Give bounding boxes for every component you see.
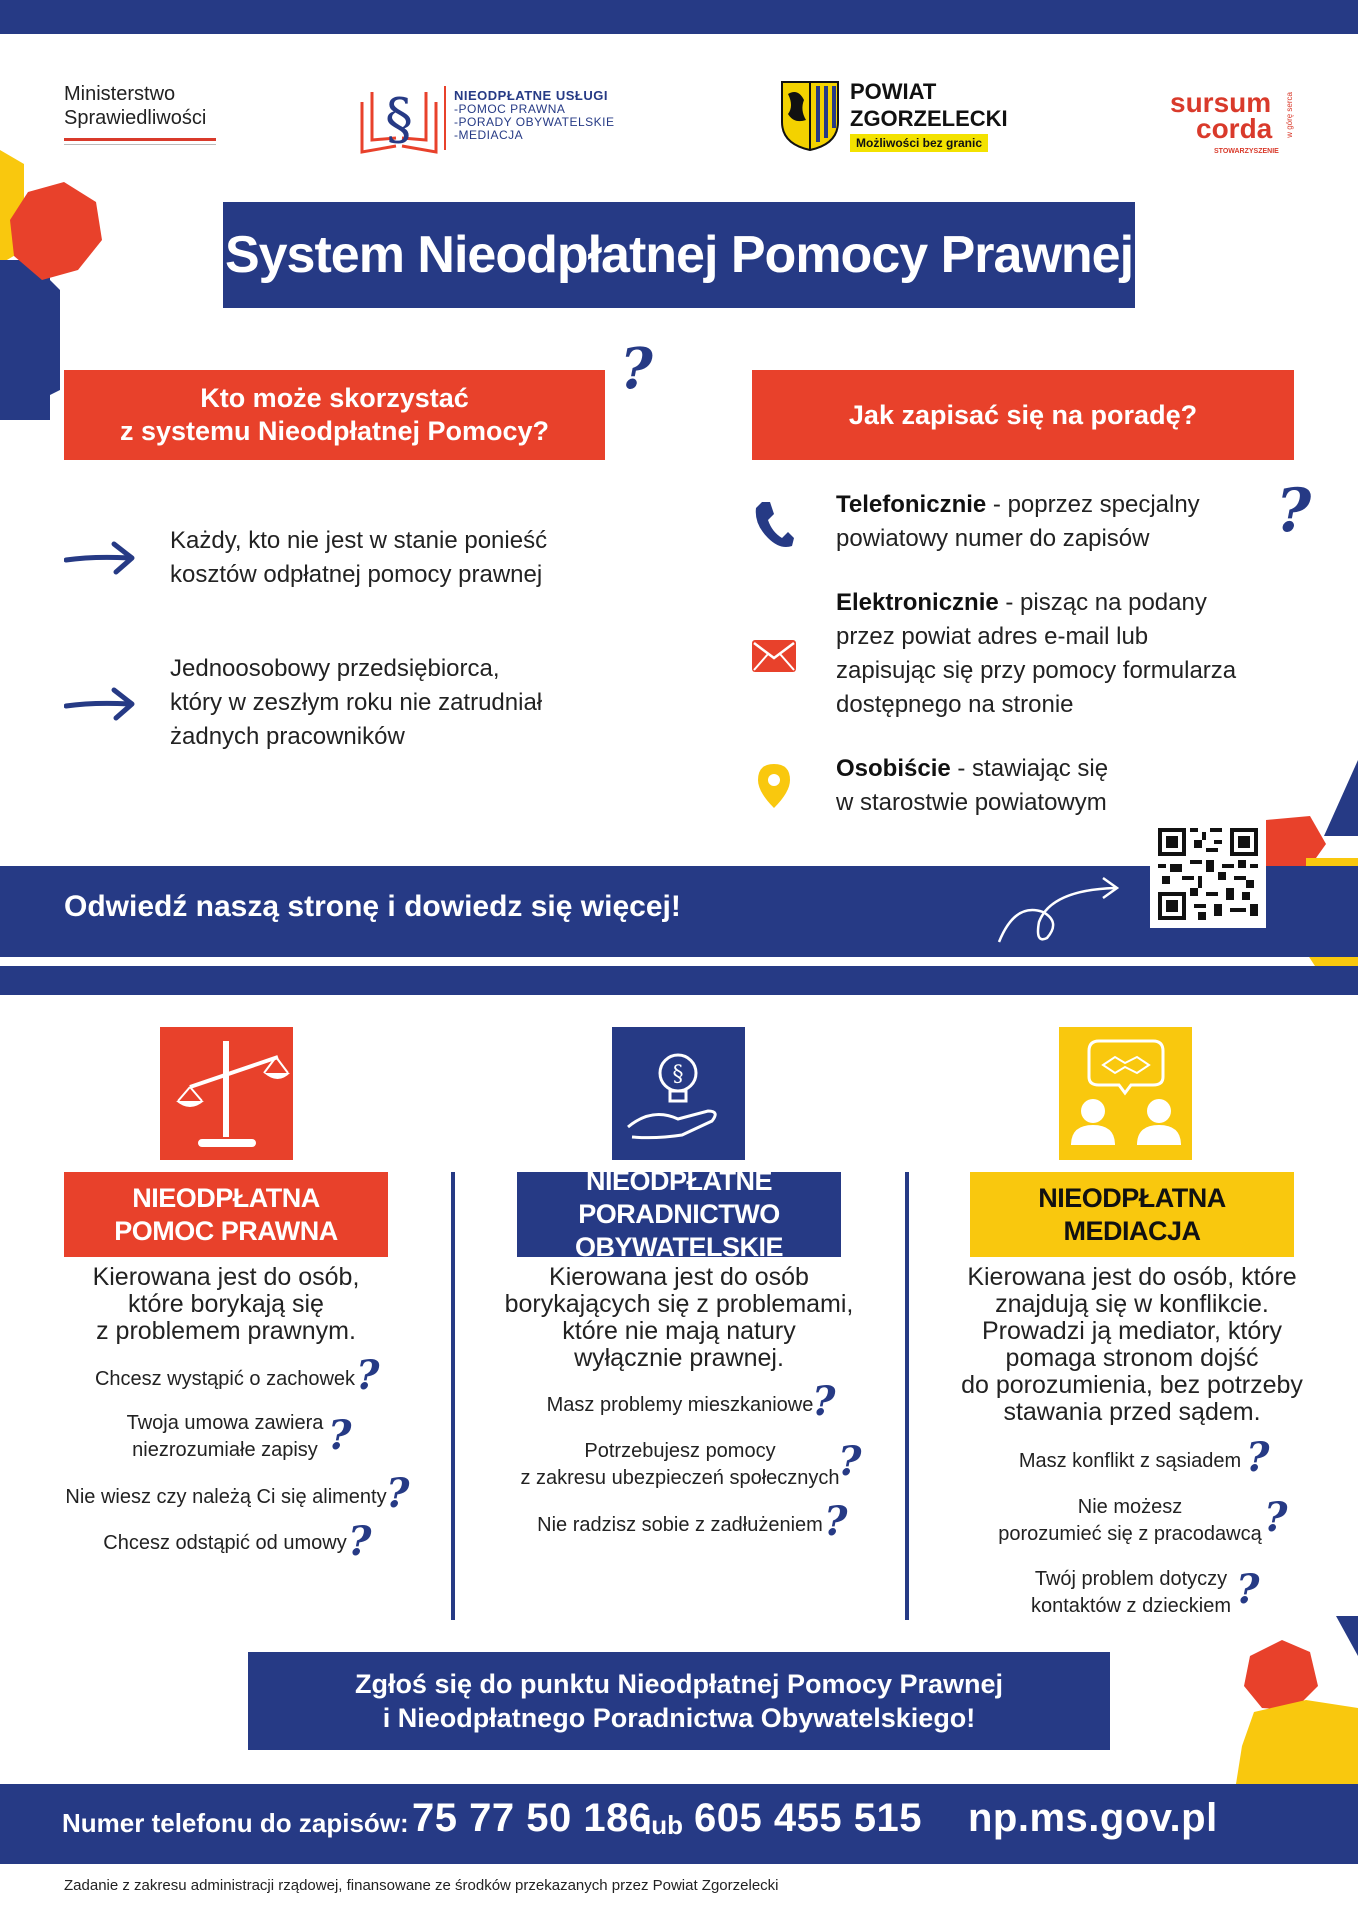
col3-desc-line6: stawania przed sądem. bbox=[1003, 1398, 1261, 1426]
column-divider bbox=[451, 1172, 455, 1620]
mediation-people-icon bbox=[1059, 1027, 1192, 1160]
col3-desc-line1: Kierowana jest do osób, które bbox=[967, 1263, 1297, 1291]
phone-icon bbox=[752, 498, 796, 550]
col2-desc-line3: które nie mają natury bbox=[562, 1317, 796, 1345]
who-can-use-heading bbox=[64, 370, 605, 460]
eligibility-item-2 bbox=[170, 652, 542, 754]
register-by-email bbox=[836, 586, 1236, 722]
phone-bar-or: lub bbox=[644, 1810, 683, 1840]
col1-desc-line2: które borykają się bbox=[128, 1290, 324, 1318]
question-mark-icon: ? bbox=[1276, 476, 1312, 546]
cta-line1: Zgłoś się do punktu Nieodpłatnej Pomocy Prawnej bbox=[354, 1669, 1004, 1699]
col3-question-2 bbox=[980, 1494, 1280, 1548]
powiat-name bbox=[850, 78, 1008, 132]
svg-text:§: § bbox=[385, 87, 413, 152]
phone-method-text: - poprzez specjalny bbox=[986, 491, 1200, 518]
sursum-org: STOWARZYSZENIE bbox=[1214, 148, 1279, 155]
eligibility-item-2-line1: Jednoosobowy przedsiębiorca, bbox=[170, 655, 500, 682]
col3-desc-line3: Prowadzi ją mediator, który bbox=[981, 1317, 1283, 1345]
qr-code-pattern bbox=[1158, 828, 1258, 920]
question-mark-icon: ? bbox=[620, 336, 653, 402]
powiat-tagline: Możliwości bez granic bbox=[850, 134, 988, 152]
col1-desc-line3: z problemem prawnym. bbox=[96, 1317, 356, 1345]
col1-title-line2: POMOC PRAWNA bbox=[114, 1215, 338, 1246]
col3-q2-line2: porozumieć się z pracodawcą bbox=[998, 1523, 1262, 1545]
nus-line-2: -PORADY OBYWATELSKIE bbox=[454, 115, 615, 129]
phone-number-1[interactable]: 75 77 50 186 bbox=[412, 1796, 652, 1840]
scales-icon bbox=[160, 1027, 293, 1160]
col2-description bbox=[500, 1264, 858, 1372]
email-method-label: Elektronicznie bbox=[836, 589, 999, 616]
col3-desc-line5: do porozumienia, bez potrzeby bbox=[961, 1371, 1303, 1399]
nus-logo bbox=[358, 80, 678, 160]
hand-lightbulb-icon bbox=[612, 1027, 745, 1160]
powiat-name-line2: ZGORZELECKI bbox=[850, 106, 1008, 131]
question-mark-icon: ? bbox=[838, 1438, 862, 1485]
nus-logo-text bbox=[454, 88, 614, 142]
col1-question-2 bbox=[80, 1410, 370, 1464]
coat-of-arms-icon bbox=[780, 80, 840, 152]
svg-text:§: § bbox=[672, 1062, 684, 1087]
col2-q2-line1: Potrzebujesz pomocy bbox=[584, 1440, 776, 1462]
sursum-word: sursum bbox=[1170, 87, 1272, 118]
question-mark-icon: ? bbox=[386, 1470, 410, 1517]
phone-method-line2: powiatowy numer do zapisów bbox=[836, 525, 1150, 552]
powiat-logo bbox=[780, 76, 1040, 156]
top-bar bbox=[0, 0, 1358, 34]
phone-number-2[interactable]: 605 455 515 bbox=[694, 1796, 922, 1840]
col1-q1-text: Chcesz wystąpić o zachowek bbox=[94, 1368, 356, 1390]
who-heading-line2: z systemu Nieodpłatnej Pomocy? bbox=[119, 416, 550, 446]
section-divider-stripe bbox=[0, 966, 1358, 995]
how-heading-text: Jak zapisać się na poradę? bbox=[848, 399, 1198, 430]
question-mark-icon: ? bbox=[348, 1518, 372, 1565]
location-pin-icon bbox=[758, 764, 790, 808]
col2-title-line2: PORADNICTWO OBYWATELSKIE bbox=[574, 1199, 783, 1262]
col1-question-4 bbox=[80, 1530, 370, 1557]
how-to-register-heading bbox=[752, 370, 1294, 460]
arrow-right-icon bbox=[64, 540, 136, 576]
col3-title-line2: MEDIACJA bbox=[1063, 1215, 1201, 1246]
nus-line-3: -MEDIACJA bbox=[454, 128, 524, 142]
cta-box bbox=[248, 1652, 1110, 1750]
column-title-civic-advice bbox=[517, 1166, 841, 1262]
col2-question-3 bbox=[520, 1512, 840, 1539]
person-method-text: - stawiając się bbox=[950, 755, 1109, 782]
col3-q3-line1: Twój problem dotyczy bbox=[1034, 1568, 1228, 1590]
col3-desc-line2: znajdują się w konflikcie. bbox=[995, 1290, 1269, 1318]
question-mark-icon: ? bbox=[1246, 1434, 1270, 1481]
phone-bar-label: Numer telefonu do zapisów: bbox=[62, 1808, 409, 1838]
register-in-person bbox=[836, 752, 1108, 820]
swirl-arrow-icon bbox=[995, 872, 1125, 952]
col3-desc-line4: pomaga stronom dojść bbox=[1005, 1344, 1259, 1372]
col2-question-2 bbox=[500, 1438, 860, 1492]
question-mark-icon: ? bbox=[1264, 1494, 1288, 1541]
col2-desc-line1: Kierowana jest do osób bbox=[549, 1263, 809, 1291]
col1-q3-text: Nie wiesz czy należą Ci się alimenty bbox=[65, 1486, 387, 1508]
email-method-line2: przez powiat adres e-mail lub bbox=[836, 623, 1149, 650]
col1-q2-line2: niezrozumiałe zapisy bbox=[132, 1439, 318, 1461]
email-method-text: - pisząc na podany bbox=[998, 589, 1207, 616]
col1-question-1 bbox=[80, 1366, 370, 1393]
ministry-logo-bar bbox=[64, 138, 216, 141]
col1-title-line1: NIEODPŁATNA bbox=[132, 1182, 320, 1213]
column-divider bbox=[905, 1172, 909, 1620]
ministry-logo-bar-thin bbox=[64, 144, 216, 145]
register-by-phone bbox=[836, 488, 1200, 556]
sursum-side-text: w górę serca bbox=[1285, 92, 1294, 138]
eligibility-item-2-line2: który w zeszłym roku nie zatrudniał bbox=[170, 689, 543, 716]
nus-line-1: -POMOC PRAWNA bbox=[454, 102, 566, 116]
question-mark-icon: ? bbox=[328, 1412, 352, 1459]
col1-description bbox=[54, 1264, 398, 1345]
col2-desc-line2: borykających się z problemami, bbox=[504, 1290, 854, 1318]
col2-q2-line2: z zakresu ubezpieczeń społecznych bbox=[520, 1467, 840, 1489]
col1-q4-text: Chcesz odstąpić od umowy bbox=[103, 1532, 347, 1554]
col1-question-3 bbox=[56, 1484, 396, 1511]
website-link[interactable]: np.ms.gov.pl bbox=[968, 1796, 1218, 1840]
corda-word: corda bbox=[1196, 113, 1273, 144]
person-method-label: Osobiście bbox=[836, 755, 951, 782]
page-title: System Nieodpłatnej Pomocy Prawnej bbox=[224, 226, 1134, 284]
eligibility-item-1 bbox=[170, 524, 547, 592]
col2-title-line1: NIEODPŁATNE bbox=[585, 1166, 772, 1196]
col3-q2-line1: Nie możesz bbox=[1077, 1496, 1183, 1518]
decorative-hexagons-bottom bbox=[1236, 1616, 1358, 1784]
ministry-logo-line2: Sprawiedliwości bbox=[64, 107, 207, 129]
cta-line2: i Nieodpłatnego Poradnictwa Obywatelskiego! bbox=[382, 1703, 976, 1733]
question-mark-icon: ? bbox=[356, 1352, 380, 1399]
col3-question-3 bbox=[1000, 1566, 1262, 1620]
email-method-line3: zapisując się przy pomocy formularza bbox=[836, 657, 1237, 684]
eligibility-item-1-line2: kosztów odpłatnej pomocy prawnej bbox=[170, 561, 543, 588]
col2-question-1 bbox=[530, 1392, 830, 1419]
eligibility-item-2-line3: żadnych pracowników bbox=[170, 723, 405, 750]
arrow-right-icon bbox=[64, 686, 136, 722]
col3-title-line1: NIEODPŁATNA bbox=[1038, 1182, 1226, 1213]
eligibility-item-1-line1: Każdy, kto nie jest w stanie ponieść bbox=[170, 527, 548, 554]
visit-website-text: Odwiedź naszą stronę i dowiedz się więcej! bbox=[64, 890, 681, 923]
ministry-logo bbox=[64, 82, 216, 145]
col2-q3-text: Nie radzisz sobie z zadłużeniem bbox=[537, 1514, 823, 1536]
page-title-box bbox=[223, 202, 1135, 308]
phone-bar bbox=[0, 1784, 1358, 1864]
question-mark-icon: ? bbox=[824, 1498, 848, 1545]
col2-desc-line4: wyłącznie prawnej. bbox=[574, 1344, 784, 1372]
col3-q1-text: Masz konflikt z sąsiadem bbox=[1018, 1450, 1242, 1472]
column-title-mediation bbox=[970, 1172, 1294, 1257]
col2-q1-text: Masz problemy mieszkaniowe bbox=[546, 1394, 814, 1416]
email-method-line4: dostępnego na stronie bbox=[836, 691, 1074, 718]
nus-title: NIEODPŁATNE USŁUGI bbox=[454, 88, 608, 103]
col3-question-1 bbox=[990, 1448, 1270, 1475]
question-mark-icon: ? bbox=[812, 1378, 836, 1425]
ministry-logo-line1: Ministerstwo bbox=[64, 83, 176, 105]
qr-code[interactable] bbox=[1150, 820, 1266, 928]
column-title-legal-aid bbox=[64, 1172, 388, 1257]
phone-method-label: Telefonicznie bbox=[836, 491, 987, 518]
question-mark-icon: ? bbox=[1236, 1566, 1260, 1613]
who-heading-line1: Kto może skorzystać bbox=[200, 383, 469, 413]
col3-q3-line2: kontaktów z dzieckiem bbox=[1030, 1595, 1232, 1617]
person-method-line2: w starostwie powiatowym bbox=[836, 789, 1107, 816]
envelope-icon bbox=[752, 640, 796, 672]
col1-desc-line1: Kierowana jest do osób, bbox=[92, 1263, 360, 1291]
col1-q2-line1: Twoja umowa zawiera bbox=[126, 1412, 324, 1434]
sursum-corda-logo bbox=[1170, 86, 1310, 156]
powiat-name-line1: POWIAT bbox=[850, 79, 937, 104]
footer-note: Zadanie z zakresu administracji rządowej, finansowane ze środków przekazanych przez Powiat Zgorzelecki bbox=[64, 1877, 779, 1894]
paragraph-book-icon bbox=[358, 82, 440, 158]
col3-description bbox=[950, 1264, 1314, 1426]
